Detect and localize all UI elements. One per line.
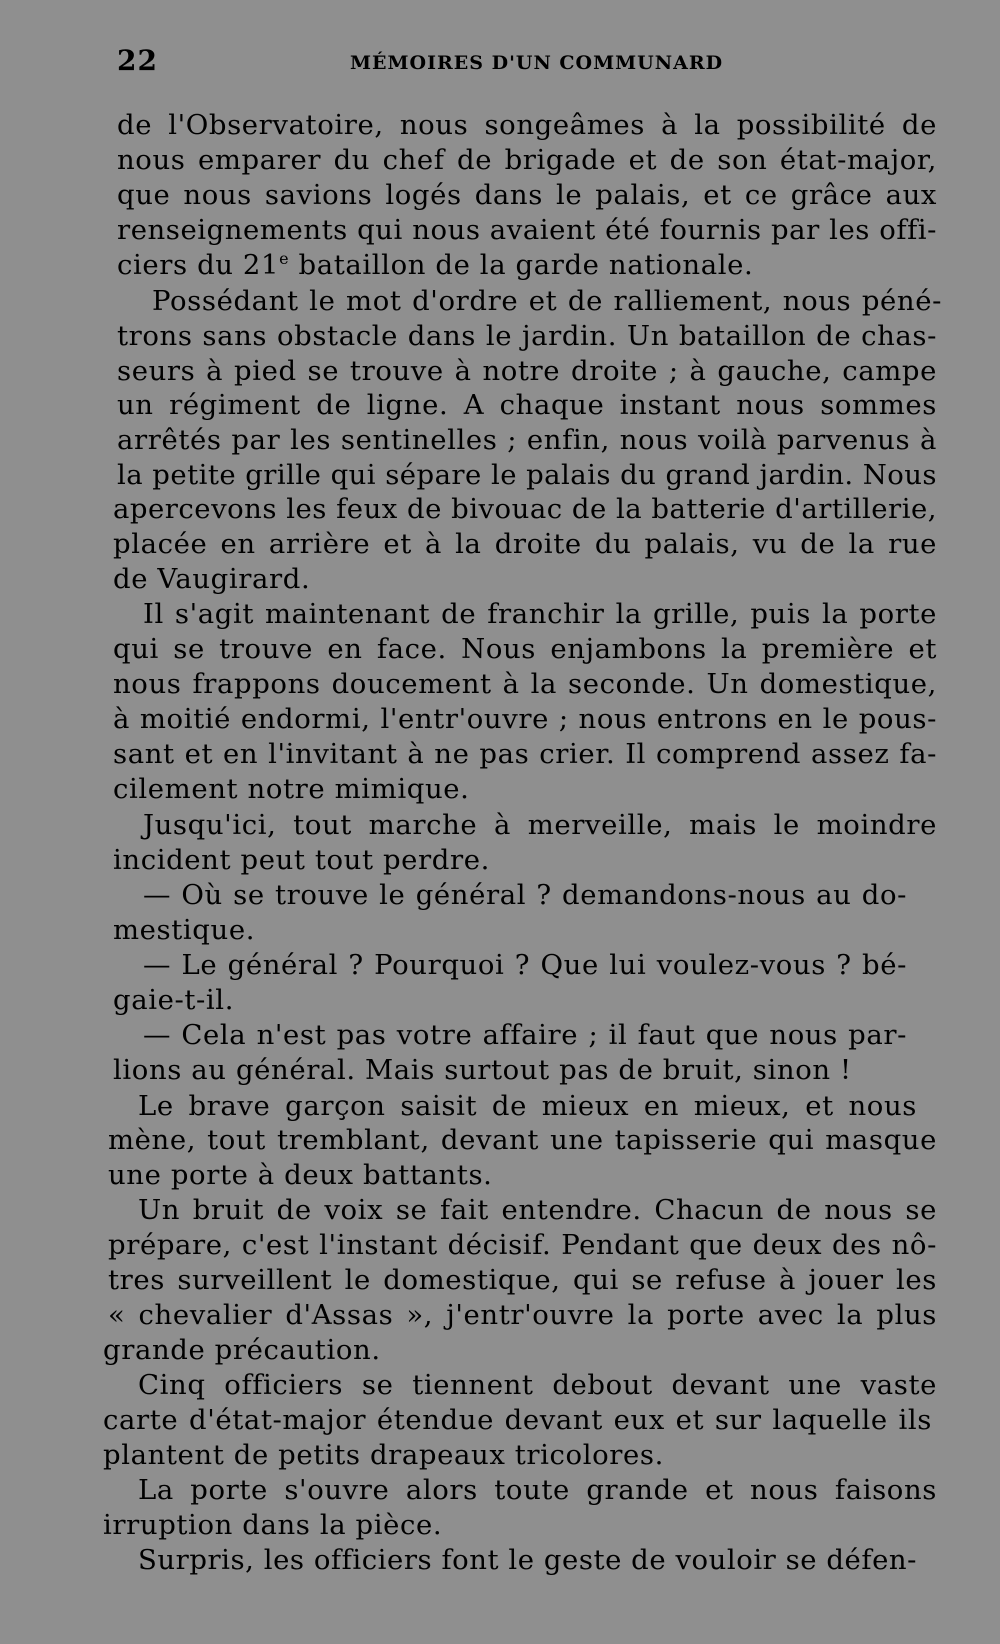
text-line: carte d'état-major étendue devant eux et sur laquelle ils xyxy=(103,1404,932,1436)
text-line: seurs à pied se trouve à notre droite ; à gauche, campe xyxy=(117,355,937,387)
text-line: gaie-t-il. xyxy=(113,984,235,1016)
text-line: Surpris, les officiers font le geste de vouloir se défen- xyxy=(138,1544,917,1576)
running-head: MÉMOIRES D'UN COMMUNARD xyxy=(350,52,724,74)
text-line: la petite grille qui sépare le palais du grand jardin. Nous xyxy=(117,459,937,491)
text-line: mène, tout tremblant, devant une tapisserie qui masque xyxy=(108,1124,937,1156)
text-line: placée en arrière et à la droite du palais, vu de la rue xyxy=(113,528,937,560)
text-line: apercevons les feux de bivouac de la batterie d'artillerie, xyxy=(113,493,937,525)
text-line: — Cela n'est pas votre affaire ; il faut que nous par- xyxy=(143,1019,907,1051)
text-line: de Vaugirard. xyxy=(113,563,311,595)
text-line: que nous savions logés dans le palais, et ce grâce aux xyxy=(117,179,937,211)
text-line: de l'Observatoire, nous songeâmes à la possibilité de xyxy=(117,109,937,141)
text-line: irruption dans la pièce. xyxy=(103,1509,443,1541)
text-line: Le brave garçon saisit de mieux en mieux, et nous xyxy=(138,1090,917,1122)
text-line: à moitié endormi, l'entr'ouvre ; nous entrons en le pous- xyxy=(113,703,937,735)
text-line: qui se trouve en face. Nous enjambons la première et xyxy=(113,633,937,665)
text-line: un régiment de ligne. A chaque instant nous sommes xyxy=(117,389,937,421)
text-line: Il s'agit maintenant de franchir la grille, puis la porte xyxy=(143,598,937,630)
text-line: arrêtés par les sentinelles ; enfin, nous voilà parvenus à xyxy=(117,424,937,456)
text-line: nous emparer du chef de brigade et de son état-major, xyxy=(117,144,937,176)
text-line: prépare, c'est l'instant décisif. Pendant que deux des nô- xyxy=(108,1229,937,1261)
text-line: trons sans obstacle dans le jardin. Un bataillon de chas- xyxy=(117,320,937,352)
text-line: Cinq officiers se tiennent debout devant une vaste xyxy=(138,1369,937,1401)
text-line: La porte s'ouvre alors toute grande et nous faisons xyxy=(138,1474,937,1506)
text-line: « chevalier d'Assas », j'entr'ouvre la porte avec la plus xyxy=(108,1299,937,1331)
text-line: lions au général. Mais surtout pas de bruit, sinon ! xyxy=(113,1054,852,1086)
text-line: Un bruit de voix se fait entendre. Chacun de nous se xyxy=(138,1194,937,1226)
text-line: une porte à deux battants. xyxy=(108,1159,493,1191)
text-line: renseignements qui nous avaient été fournis par les offi- xyxy=(117,214,937,246)
text-line: grande précaution. xyxy=(103,1334,381,1366)
text-line: cilement notre mimique. xyxy=(113,773,470,805)
text-line: sant et en l'invitant à ne pas crier. Il comprend assez fa- xyxy=(113,738,937,770)
text-line: Possédant le mot d'ordre et de ralliement, nous péné- xyxy=(152,285,942,317)
text-line: tres surveillent le domestique, qui se refuse à jouer les xyxy=(108,1264,937,1296)
text-line: — Le général ? Pourquoi ? Que lui voulez-vous ? bé- xyxy=(143,949,907,981)
text-line: incident peut tout perdre. xyxy=(113,844,490,876)
text-line: ciers du 21e bataillon de la garde nationale. xyxy=(117,249,754,281)
text-line: nous frappons doucement à la seconde. Un domestique, xyxy=(113,668,937,700)
page-number: 22 xyxy=(117,44,158,77)
text-line: Jusqu'ici, tout marche à merveille, mais le moindre xyxy=(143,809,937,841)
text-line: — Où se trouve le général ? demandons-nous au do- xyxy=(143,879,907,911)
text-line: plantent de petits drapeaux tricolores. xyxy=(103,1439,664,1471)
text-line: mestique. xyxy=(113,914,256,946)
